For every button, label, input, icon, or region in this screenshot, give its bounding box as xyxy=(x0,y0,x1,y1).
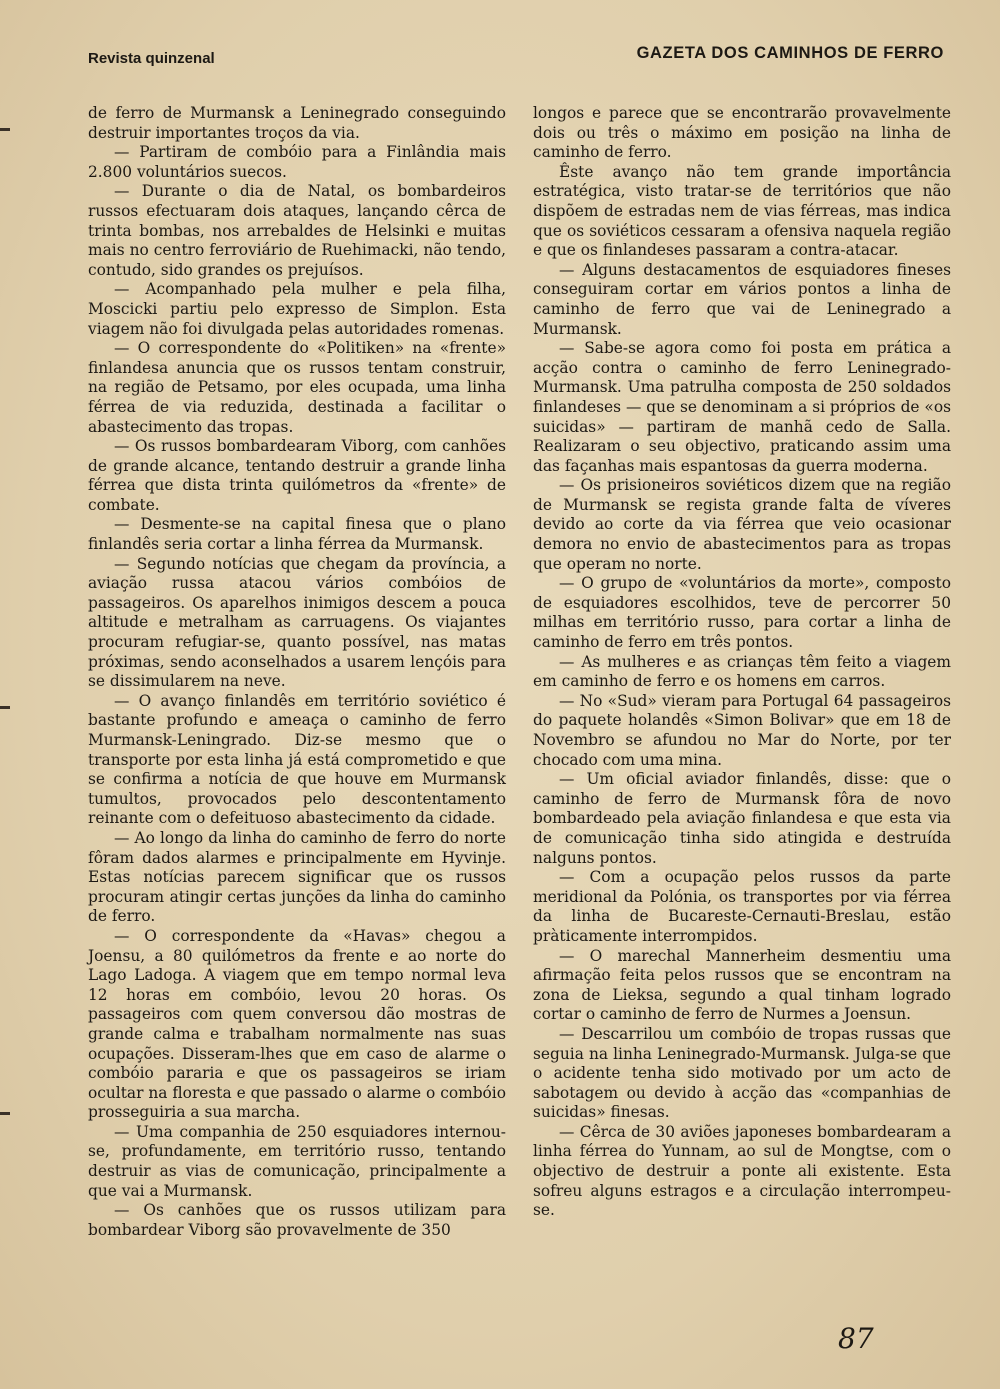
news-paragraph: longos e parece que se encontrarão provavelmente dois ou três o máximo em posição na linha de caminho de ferro. xyxy=(533,104,951,162)
news-paragraph: — Uma companhia de 250 esquiadores internou-se, profundamente, em território russo, tentando destruir as vias de comunicação, principalmente a que vai a Murmansk. xyxy=(88,1122,506,1200)
header-publication-frequency: Revista quinzenal xyxy=(88,50,215,67)
news-paragraph: — Os prisioneiros soviéticos dizem que na região de Murmansk se regista grande falta de víveres devido ao corte da via férrea que veio ocasionar demora no envio de abastecimentos para as tropas que operam no norte. xyxy=(533,476,951,573)
news-paragraph: — Sabe-se agora como foi posta em prática a acção contra o caminho de ferro Leninegrado-Murmansk. Uma patrulha composta de 250 soldados finlandeses — que se denominam a si próprios de «os suicidas» — partiram de manhã cedo de Salla. Realizaram o seu objectivo, praticando assim uma das façanhas mais espantosas da guerra moderna. xyxy=(533,339,951,475)
news-paragraph: — Os canhões que os russos utilizam para bombardear Viborg são provavelmente de 350 xyxy=(88,1201,506,1239)
news-paragraph: — Com a ocupação pelos russos da parte meridional da Polónia, os transportes por via férrea da linha de Bucareste-Cernauti-Breslau, estão pràticamente interrompidos. xyxy=(533,868,951,945)
news-paragraph: Êste avanço não tem grande importância estratégica, visto tratar-se de territórios que não dispõem de estradas nem de vias férreas, mas indica que os soviéticos cessaram a ofensiva naquela região e que os finlandeses passaram a contra-atacar. xyxy=(533,162,951,260)
text-column-right xyxy=(533,104,951,1221)
news-paragraph: — O avanço finlandês em território soviético é bastante profundo e ameaça o caminho de ferro Murmansk-Leningrado. Diz-se mesmo que o transporte por esta linha já está comprometido e que se confirma a notícia de que houve em Murmansk tumultos, provocados pelo descontentamento reinante com o defeituoso abastecimento da cidade. xyxy=(88,691,506,828)
news-paragraph: — Partiram de combóio para a Finlândia mais 2.800 voluntários suecos. xyxy=(88,143,506,181)
news-paragraph: — O correspondente da «Havas» chegou a Joensu, a 80 quilómetros da frente e ao norte do Lago Ladoga. A viagem que em tempo normal leva 12 horas em combóio, levou 20 horas. Os passageiros com quem conversou dão mostras de grande calma e trabalham normalmente nas suas ocupações. Disseram-lhes que em caso de alarme o combóio pararia e que os passageiros se iriam ocultar na floresta e que passado o alarme o combóio prosseguiria a sua marcha. xyxy=(88,926,506,1122)
running-header xyxy=(88,44,944,68)
news-paragraph: — No «Sud» vieram para Portugal 64 passageiros do paquete holandês «Simon Bolivar» que em 18 de Novembro se afundou no Mar do Norte, por ter chocado com uma mina. xyxy=(533,691,951,769)
news-paragraph: de ferro de Murmansk a Leninegrado conseguindo destruir importantes troços da via. xyxy=(88,104,506,142)
news-paragraph: — Alguns destacamentos de esquiadores fineses conseguiram cortar em vários pontos a linha de caminho de ferro que vai de Leninegrado a Murmansk. xyxy=(533,260,951,338)
news-paragraph: — Acompanhado pela mulher e pela filha, Moscicki partiu pelo expresso de Simplon. Esta viagem não foi divulgada pelas autoridades romenas. xyxy=(88,280,506,338)
news-paragraph: — Ao longo da linha do caminho de ferro do norte fôram dados alarmes e principalmente em Hyvinje. Estas notícias parecem significar que os russos procuram atingir certas junções da linha do caminho de ferro. xyxy=(88,828,506,926)
news-paragraph: — Cêrca de 30 aviões japoneses bombardearam a linha férrea do Yunnam, ao sul de Mongtse, com o objectivo de destruir a ponte ali existente. Esta sofreu alguns estragos e a circulação interrompeu-se. xyxy=(533,1122,951,1220)
scan-edge-mark xyxy=(0,706,10,709)
news-paragraph: — O correspondente do «Politiken» na «frente» finlandesa anuncia que os russos tentam construir, na região de Petsamo, por eles ocupada, uma linha férrea de via reduzida, destinada a facilitar o abastecimento das tropas. xyxy=(88,339,506,436)
news-paragraph: — Desmente-se na capital finesa que o plano finlandês seria cortar a linha férrea da Murmansk. xyxy=(88,515,506,554)
news-paragraph: — Um oficial aviador finlandês, disse: que o caminho de ferro de Murmansk fôra de novo bombardeado pela aviação finlandesa e que esta via de comunicação tinha sido atingida e destruída nalguns pontos. xyxy=(533,770,951,867)
news-paragraph: — Os russos bombardearam Viborg, com canhões de grande alcance, tentando destruir a grande linha férrea que dista trinta quilómetros da «frente» de combate. xyxy=(88,437,506,514)
header-publication-title: GAZETA DOS CAMINHOS DE FERRO xyxy=(636,44,944,62)
scan-edge-mark xyxy=(0,1112,10,1115)
text-column-left xyxy=(88,104,506,1240)
news-paragraph: — Descarrilou um combóio de tropas russas que seguia na linha Leninegrado-Murmansk. Julga-se que o acidente tenha sido motivado por um acto de sabotagem ou devido à acção das «companhias de suicidas» finesas. xyxy=(533,1024,951,1122)
news-paragraph: — O marechal Mannerheim desmentiu uma afirmação feita pelos russos que se encontram na zona de Lieksa, segundo a qual tinham logrado cortar o caminho de ferro de Nurmes a Joensun. xyxy=(533,946,951,1024)
scan-edge-mark xyxy=(0,128,10,131)
news-paragraph: — Durante o dia de Natal, os bombardeiros russos efectuaram dois ataques, lançando cêrca de trinta bombas, nos arrebaldes de Helsinki e muitas mais no centro ferroviário de Ruehimacki, não tendo, contudo, sido grandes os prejuísos. xyxy=(88,182,506,279)
news-paragraph: — As mulheres e as crianças têm feito a viagem em caminho de ferro e os homens em carros. xyxy=(533,652,951,691)
news-paragraph: — Segundo notícias que chegam da província, a aviação russa atacou vários combóios de passageiros. Os aparelhos inimigos descem a pouca altitude e metralham as carruagens. Os viajantes procuram refugiar-se, quanto possível, nas matas próximas, sendo aconselhados a usarem lençóis para se dissimularem na neve. xyxy=(88,554,506,691)
page-number: 87 xyxy=(838,1322,874,1355)
news-paragraph: — O grupo de «voluntários da morte», composto de esquiadores escolhidos, teve de percorrer 50 milhas em território russo, para cortar a linha de caminho de ferro em três pontos. xyxy=(533,574,951,652)
